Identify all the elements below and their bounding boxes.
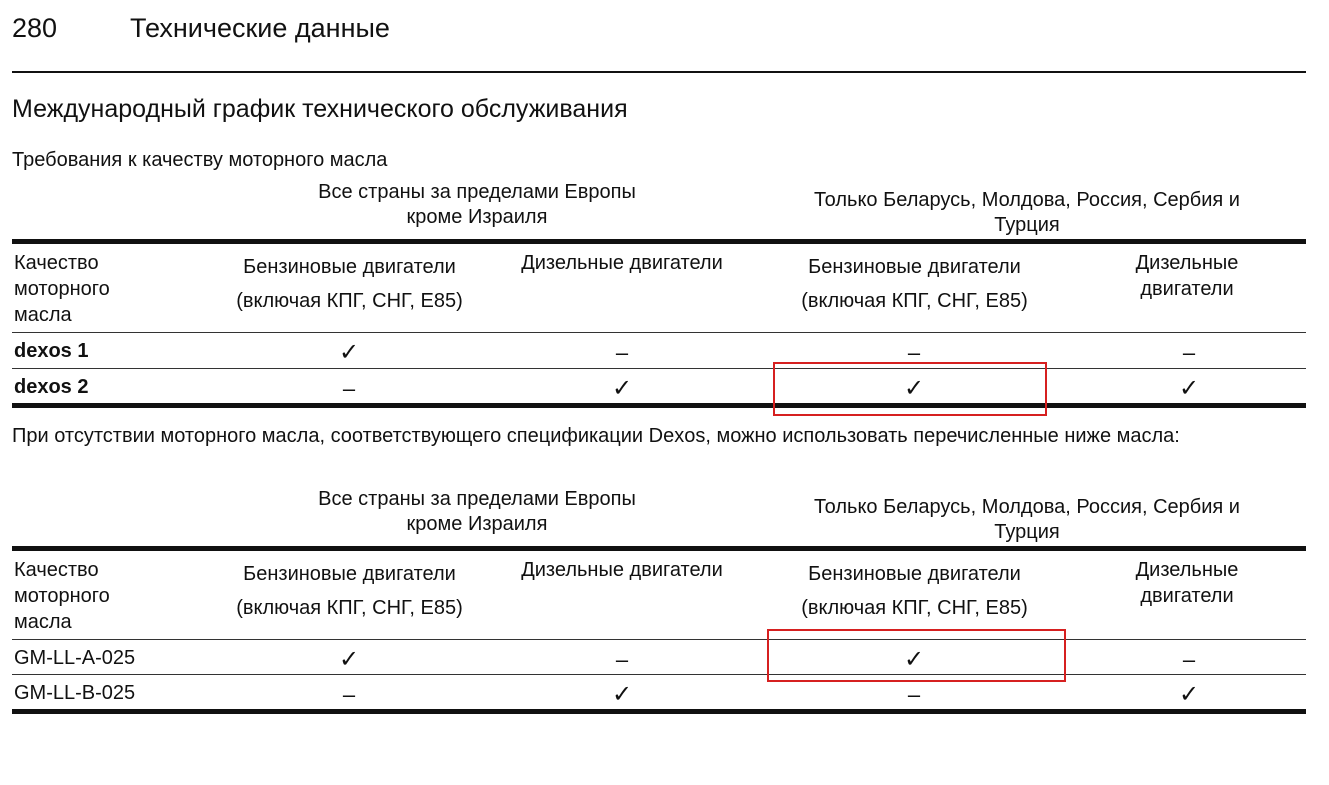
header-row-rule	[12, 332, 1306, 333]
column-header-petrol-cis: Бензиновые двигатели (включая КПГ, СНГ, Е85)	[801, 256, 1028, 312]
table-bottom-rule	[12, 709, 1306, 714]
oil-quality-table-1	[12, 178, 1306, 410]
page-title: Технические данные	[130, 12, 390, 43]
table-top-rule	[12, 546, 1306, 551]
column-header-petrol: Бензиновые двигатели (включая КПГ, СНГ, Е85)	[236, 256, 463, 312]
cell-llB-petrol-cis: –	[907, 682, 921, 707]
cell-llB-diesel-cis: ✓	[1178, 681, 1200, 708]
cell-dexos2-diesel-cis: ✓	[1178, 375, 1200, 402]
header-row-rule	[12, 639, 1306, 640]
row-divider	[12, 674, 1306, 675]
header-divider	[12, 71, 1306, 73]
group-header-outside-europe: Все страны за пределами Европы кроме Израиля	[318, 488, 636, 535]
oil-quality-table-2	[12, 485, 1306, 717]
column-header-diesel: Дизельные двигатели	[521, 559, 723, 581]
cell-llA-diesel: –	[615, 647, 629, 672]
cell-dexos1-diesel-cis: –	[1182, 340, 1196, 365]
cell-llA-diesel-cis: –	[1182, 647, 1196, 672]
cell-dexos2-petrol: –	[342, 376, 356, 401]
column-header-diesel-cis: Дизельные двигатели	[1135, 252, 1239, 300]
column-header-diesel-cis: Дизельные двигатели	[1135, 559, 1239, 607]
column-header-quality: Качество моторного масла	[14, 252, 110, 326]
cell-dexos1-petrol: ✓	[338, 339, 360, 366]
row-label-gm-ll-a-025: GM-LL-A-025	[14, 647, 136, 669]
row-label-gm-ll-b-025: GM-LL-B-025	[14, 682, 136, 704]
column-header-quality: Качество моторного масла	[14, 559, 110, 633]
subsection-title: Требования к качеству моторного масла	[12, 149, 388, 171]
group-header-outside-europe: Все страны за пределами Европы кроме Израиля	[318, 181, 636, 228]
highlight-box	[773, 362, 1047, 416]
note-text: При отсутствии моторного масла, соответствующего спецификации Dexos, можно использовать перечисленные ниже масла:	[12, 425, 1180, 447]
cell-dexos1-petrol-cis: –	[907, 340, 921, 365]
highlight-box	[767, 629, 1066, 682]
cell-llA-petrol: ✓	[338, 646, 360, 673]
column-header-petrol: Бензиновые двигатели (включая КПГ, СНГ, Е85)	[236, 563, 463, 619]
column-header-diesel: Дизельные двигатели	[521, 252, 723, 274]
cell-llB-petrol: –	[342, 682, 356, 707]
section-title: Международный график технического обслуживания	[12, 95, 628, 123]
cell-dexos2-petrol-cis: ✓	[903, 375, 925, 402]
group-header-cis: Только Беларусь, Молдова, Россия, Сербия и Турция	[814, 189, 1240, 236]
row-divider	[12, 368, 1306, 369]
row-label-dexos-2: dexos 2	[14, 376, 89, 398]
cell-dexos1-diesel: –	[615, 340, 629, 365]
column-header-petrol-cis: Бензиновые двигатели (включая КПГ, СНГ, Е85)	[801, 563, 1028, 619]
page-header	[12, 8, 390, 48]
table-top-rule	[12, 239, 1306, 244]
cell-llB-diesel: ✓	[611, 681, 633, 708]
cell-llA-petrol-cis: ✓	[903, 646, 925, 673]
page-number: 280	[12, 12, 58, 43]
cell-dexos2-diesel: ✓	[611, 375, 633, 402]
table-bottom-rule	[12, 403, 1306, 408]
group-header-cis: Только Беларусь, Молдова, Россия, Сербия и Турция	[814, 496, 1240, 543]
row-label-dexos-1: dexos 1	[14, 340, 89, 362]
